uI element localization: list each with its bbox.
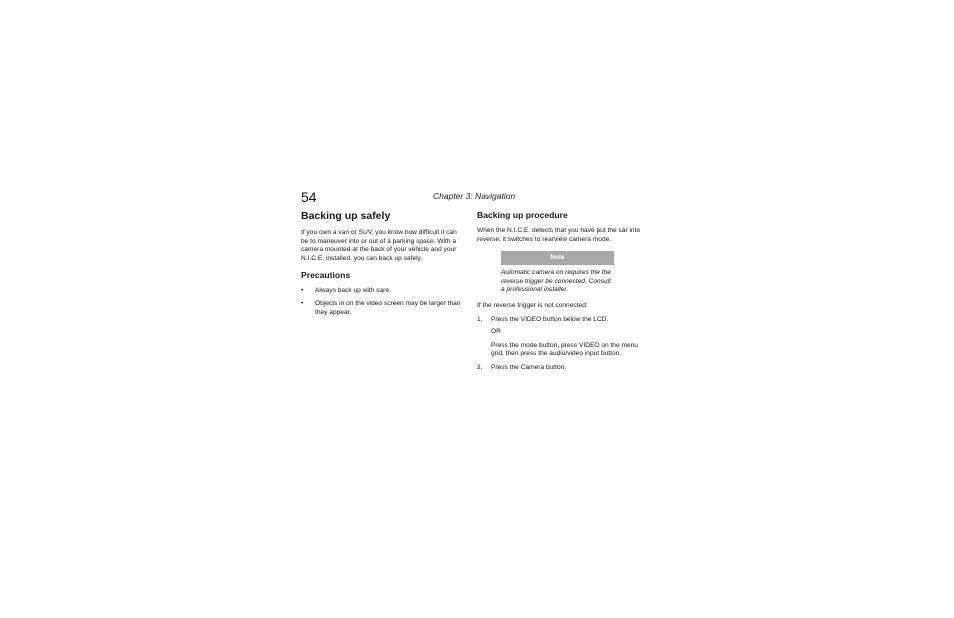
right-column	[477, 210, 642, 373]
note-label: Note	[501, 251, 614, 265]
bullet-icon: •	[301, 287, 304, 295]
list-item-text: Always back up with care.	[315, 287, 391, 295]
step-item	[477, 364, 642, 373]
step-or: OR	[491, 328, 501, 336]
chapter-header: Chapter 3: Navigation	[433, 191, 516, 201]
list-item	[301, 287, 463, 296]
precautions-heading: Precautions	[301, 270, 351, 281]
step-text: Press the VIDEO button below the LCD.	[491, 315, 609, 323]
note-box	[501, 251, 614, 295]
section-intro: If you own a van or SUV, you know how difficult it can be to maneuver into or out of a parking space. With a camera mounted at the back of your vehicle and your N.I.C.E. installed, you can back up safely.	[301, 229, 457, 262]
step-item	[477, 316, 642, 359]
step-number: 2.	[477, 363, 483, 371]
condition-text: If the reverse trigger is not connected:	[477, 301, 588, 309]
note-text: Automatic camera on requires the the reverse trigger be connected. Consult a professional installer.	[501, 269, 611, 294]
step-number: 1.	[477, 315, 483, 323]
step-text: Press the Camera button.	[491, 363, 567, 371]
list-item	[301, 300, 463, 317]
procedure-intro: When the N.I.C.E. detects that you have put the car into reverse, it switches to rearview camera mode.	[477, 227, 641, 243]
bullet-icon: •	[301, 299, 304, 307]
left-column	[301, 210, 463, 321]
page-number: 54	[301, 189, 317, 205]
precautions-list	[301, 287, 463, 317]
list-item-text: Objects in on the video screen may be larger than they appear.	[315, 299, 461, 316]
step-alternative: Press the mode button, press VIDEO on the menu grid, then press the audio/video input button.	[491, 341, 638, 358]
procedure-heading: Backing up procedure	[477, 210, 568, 220]
procedure-steps	[477, 316, 642, 373]
section-title: Backing up safely	[301, 210, 391, 222]
